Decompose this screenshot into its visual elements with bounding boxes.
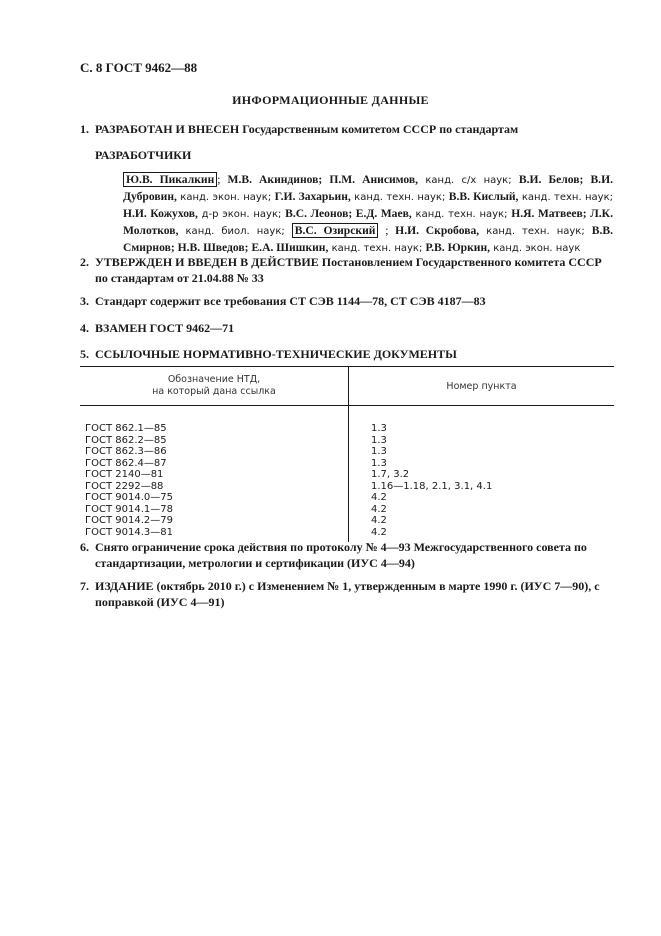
developer-name: Л.К. Молотков, [123, 207, 613, 237]
item-text: РАЗРАБОТАН И ВНЕСЕН Государственным комитетом СССР по стандартам [95, 122, 519, 136]
developer-name: Е.А. Шишкин, [248, 241, 329, 254]
reference-documents-table [80, 366, 614, 542]
item-3 [80, 293, 615, 309]
cell-document: ГОСТ 9014.0—75 [80, 492, 349, 504]
developer-degree: канд. экон. наук; [176, 192, 275, 203]
item-1 [80, 121, 615, 137]
developer-name: В.В. Кислый, [448, 190, 519, 203]
table-row [80, 515, 614, 527]
item-text: ВЗАМЕН ГОСТ 9462—71 [95, 321, 235, 335]
item-text-lead: УТВЕРЖДЕН И ВВЕДЕН В ДЕЙСТВИЕ [95, 255, 319, 269]
developer-degree: канд. техн. наук; [350, 192, 449, 203]
item-text [95, 254, 615, 286]
item-number: 5. [80, 347, 89, 361]
table-row [80, 446, 614, 458]
separator: ; [217, 173, 228, 186]
cell-document: ГОСТ 9014.1—78 [80, 504, 349, 516]
item-text: Снято ограничение срока действия по протоколу № 4—93 Межгосударственного совета по стандартизации, метрологии и сертификации (ИУС 4—94) [95, 540, 587, 570]
cell-clause: 1.3 [371, 434, 387, 446]
developers-list [123, 172, 613, 257]
cell-document: ГОСТ 2292—88 [80, 481, 349, 493]
developer-name-boxed: Ю.В. Пикалкин [123, 172, 217, 187]
table-row [80, 481, 614, 493]
item-6 [80, 539, 615, 571]
developer-name: В.И. Белов; [518, 173, 584, 186]
developer-degree: канд. экон. наук [490, 243, 581, 254]
item-text-rest: Постановлением Государственного комитета СССР по стандартам от 21.04.88 № 33 [95, 255, 602, 285]
column-header-line: на который дана ссылка [152, 386, 276, 397]
developer-name: Г.И. Захарьин, [274, 190, 351, 203]
item-text: Стандарт содержит все требования СТ СЭВ 1144—78, СТ СЭВ 4187—83 [95, 294, 486, 308]
cell-document: ГОСТ 862.1—85 [80, 406, 349, 435]
cell-clause: 4.2 [371, 526, 387, 538]
developer-name: Р.В. Юркин, [425, 241, 491, 254]
section-heading: ИНФОРМАЦИОННЫЕ ДАННЫЕ [232, 93, 429, 107]
table-row [80, 492, 614, 504]
developer-name: В.И. Дубровин, [123, 173, 613, 203]
developer-degree: канд. с/х наук; [418, 175, 519, 186]
separator: ; [378, 224, 396, 237]
running-header: С. 8 ГОСТ 9462—88 [80, 60, 198, 75]
table-row [80, 406, 614, 435]
cell-clause: 1.16—1.18, 2.1, 3.1, 4.1 [371, 480, 493, 492]
developer-name: П.М. Анисимов, [329, 173, 419, 186]
item-number: 4. [80, 321, 89, 335]
table-row [80, 435, 614, 447]
developer-degree: канд. техн. наук; [518, 192, 613, 203]
item-4 [80, 320, 615, 336]
item-number: 7. [80, 579, 89, 593]
developer-name: М.В. Акиндинов; [227, 173, 323, 186]
cell-clause: 1.3 [371, 446, 387, 457]
developer-name: В.С. Леонов; [285, 207, 353, 220]
item-7 [80, 578, 615, 610]
table-row [80, 469, 614, 481]
cell-clause: 4.2 [371, 503, 387, 515]
cell-document: ГОСТ 862.2—85 [80, 435, 349, 447]
cell-document: ГОСТ 2140—81 [80, 469, 349, 481]
item-number: 1. [80, 122, 89, 136]
item-number: 3. [80, 294, 89, 308]
developer-degree: канд. техн. наук; [328, 243, 426, 254]
item-text: ССЫЛОЧНЫЕ НОРМАТИВНО-ТЕХНИЧЕСКИЕ ДОКУМЕНТЫ [95, 347, 457, 361]
item-text-lead: ИЗДАНИЕ [95, 579, 154, 593]
cell-clause: 1.3 [371, 423, 387, 434]
table-header-row [80, 367, 614, 406]
table-row [80, 458, 614, 470]
developer-degree: д-р экон. наук; [197, 209, 286, 220]
cell-document: ГОСТ 9014.2—79 [80, 515, 349, 527]
developer-name: Н.В. Шведов; [174, 241, 249, 254]
column-header-line: Обозначение НТД, [167, 374, 261, 385]
cell-document: ГОСТ 862.3—86 [80, 446, 349, 458]
item-2 [80, 254, 615, 286]
developer-name: Н.И. Кожухов, [123, 207, 198, 220]
cell-clause: 1.7, 3.2 [371, 469, 410, 480]
item-5 [80, 346, 615, 362]
cell-document: ГОСТ 9014.3—81 [80, 527, 349, 543]
item-number: 2. [80, 255, 89, 269]
developer-name: В.В. Смирнов; [123, 224, 613, 254]
developer-degree: канд. техн. наук; [411, 209, 512, 220]
developer-name: Е.Д. Маев, [352, 207, 412, 220]
column-header-document [80, 367, 349, 406]
cell-clause: 4.2 [371, 515, 387, 526]
cell-document: ГОСТ 862.4—87 [80, 458, 349, 470]
developers-heading: РАЗРАБОТЧИКИ [95, 148, 192, 162]
item-number: 6. [80, 540, 89, 554]
table-row [80, 504, 614, 516]
item-text-rest: (октябрь 2010 г.) с Изменением № 1, утвержденным в марте 1990 г. (ИУС 7—90), с поправкой (ИУС 4—91) [95, 579, 600, 609]
developer-name: Н.Я. Матвеев; [511, 207, 587, 220]
developer-degree: канд. техн. наук; [479, 226, 592, 237]
cell-clause: 1.3 [371, 457, 387, 469]
item-text [95, 578, 615, 610]
developer-name-boxed: В.С. Озирский [292, 223, 379, 238]
cell-clause: 4.2 [371, 492, 387, 503]
developer-name: Н.И. Скробова, [395, 224, 480, 237]
developer-degree: канд. биол. наук; [178, 226, 292, 237]
column-header-clause: Номер пункта [349, 367, 615, 406]
